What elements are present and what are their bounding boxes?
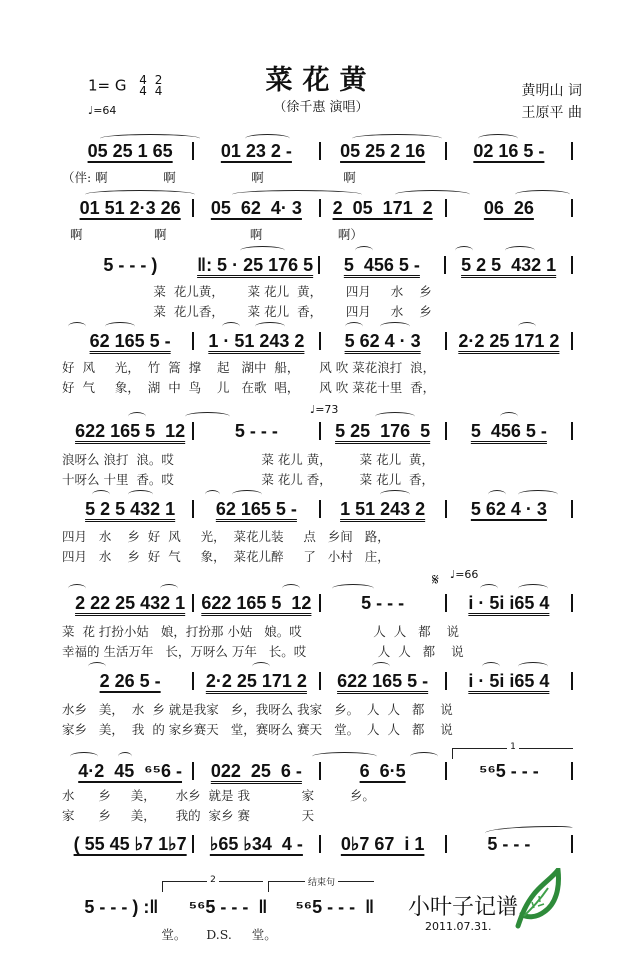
measure: 622 165 5 12 [201, 592, 312, 613]
lyric-line: （伴: 啊 啊 啊 啊 [62, 170, 356, 185]
measure: ‖: 5 · 25 176 5 [197, 254, 314, 275]
leaf-logo-icon [512, 868, 562, 934]
score-system-5 [68, 420, 573, 442]
score-system-3 [68, 254, 573, 276]
measure: 2 26 5 - [99, 670, 161, 691]
measure: 4·2 45 ⁶⁵6 - [78, 760, 183, 781]
measure: 5 2 5 432 1 [461, 254, 557, 275]
lyric-line: 水乡 美， 水 乡 就是我家 乡，我呀么 我家 乡。 人 人 都 说 [62, 702, 453, 717]
measure: ⁵⁶5 - - - ‖ [188, 896, 268, 917]
score-system-6 [68, 498, 573, 520]
measure: 62 165 5 - [89, 330, 171, 351]
measure: 01 23 2 - [220, 140, 292, 161]
measure: 5 456 5 - [343, 254, 420, 275]
measure: 01 51 2·3 26 [79, 197, 181, 218]
measure: 02 16 5 - [473, 140, 545, 161]
volta-bracket-1: 1 [452, 748, 573, 759]
measure: 6 6·5 [359, 760, 406, 781]
measure: 622 165 5 12 [75, 420, 186, 441]
performer-subtitle: （徐千惠 演唱） [273, 100, 369, 115]
lyricist-credit: 黄明山 词 [521, 83, 582, 99]
measure: 2 05 171 2 [332, 197, 433, 218]
time-signature-1: 4 4 [139, 73, 147, 98]
measure: 622 165 5 - [337, 670, 429, 691]
measure: i · 5i i65 4 [468, 670, 550, 691]
measure: i · 5i i65 4 [468, 592, 550, 613]
measure: ⁵⁶5 - - - ‖ [295, 896, 375, 917]
lyric-line: 好 气 象， 湖 中 鸟 儿 在歌 唱， 风 吹 菜花十里 香， [62, 380, 436, 395]
measure: 022 25 6 - [210, 760, 302, 781]
key-signature [88, 75, 162, 97]
lyric-line: 十呀么 十里 香。哎 菜 花儿 香， 菜 花儿 香， [62, 472, 435, 487]
measure: 2·2 25 171 2 [205, 670, 307, 691]
measure: ⁵⁶5 - - - [479, 760, 539, 781]
measure: ( 55 45 ♭7 1♭7 [73, 833, 187, 854]
measure: 1 · 51 243 2 [208, 330, 305, 351]
segno-icon: 𝄋 [432, 570, 439, 589]
volta-bracket-2: 2 [162, 881, 263, 892]
score-system-10 [68, 833, 573, 855]
measure: 05 25 2 16 [340, 140, 426, 161]
song-title: 菜花黄 [265, 65, 377, 96]
score-system-1 [68, 140, 573, 162]
lyric-line: 好 风 光， 竹 篙 撑 起 湖中 船， 风 吹 菜花浪打 浪， [62, 360, 436, 375]
lyric-line: 菜 花 打扮小姑 娘，打扮那 小姑 娘。哎 人 人 都 说 [62, 624, 460, 639]
measure: 1 51 243 2 [340, 498, 426, 519]
score-system-8 [68, 670, 573, 692]
score-system-11 [68, 896, 388, 918]
measure: 5 62 4 · 3 [470, 498, 547, 519]
measure: 2 22 25 432 1 [75, 592, 186, 613]
quarter-note-icon: ♩ [450, 568, 456, 581]
measure: 05 62 4· 3 [210, 197, 302, 218]
measure: 5 - - - [487, 833, 531, 854]
tempo-change: ♩=66 [450, 568, 479, 581]
measure: 2·2 25 171 2 [458, 330, 560, 351]
measure: 5 - - - [361, 592, 405, 613]
measure: 0♭7 67 i 1 [340, 833, 425, 854]
measure: 5 - - - [234, 420, 278, 441]
measure: 5 2 5 432 1 [85, 498, 176, 519]
measure: 5 456 5 - [470, 420, 547, 441]
measure: 06 26 [483, 197, 534, 218]
measure: 5 - - - ) [103, 254, 158, 275]
lyric-line: 四月 水 乡 好 风 光， 菜花儿装 点 乡间 路， [62, 529, 390, 544]
measure: 62 165 5 - [215, 498, 297, 519]
quarter-note-icon: ♩ [310, 403, 316, 416]
tempo-change: ♩=73 [310, 403, 339, 416]
measure: 5 - - - ) :‖ [84, 896, 159, 917]
score-system-9 [68, 760, 573, 782]
score-system-4 [68, 330, 573, 352]
key-label: 1= G [88, 76, 127, 95]
lyric-line: 幸福的 生活万年 长，万呀么 万年 长。哎 人 人 都 说 [62, 644, 464, 659]
lyric-line: 菜 花儿香， 菜 花儿 香， 四月 水 乡 [62, 304, 432, 319]
transcription-date: 2011.07.31. [425, 920, 492, 933]
composer-credit: 王原平 曲 [521, 105, 582, 121]
lyric-line: 啊 啊 啊 啊） [62, 227, 363, 242]
quarter-note-icon: ♩ [88, 104, 94, 117]
transcriber-signature: 小叶子记谱 [408, 895, 519, 920]
lyric-line: 家 乡 美， 我的 家乡 赛 天 [62, 808, 315, 823]
lyric-line: 菜 花儿黄， 菜 花儿 黄， 四月 水 乡 [62, 284, 432, 299]
lyric-line: 浪呀么 浪打 浪。哎 菜 花儿 黄， 菜 花儿 黄， [62, 452, 435, 467]
tempo-marking: ♩=64 [88, 104, 117, 117]
measure: 5 62 4 · 3 [344, 330, 421, 351]
measure: ♭65 ♭34 4 - [209, 833, 303, 854]
score-system-2 [68, 197, 573, 219]
lyric-line: 四月 水 乡 好 气 象， 菜花儿醉 了 小村 庄， [62, 549, 390, 564]
time-signature-2: 2 4 [154, 73, 163, 98]
lyric-line: 水 乡 美， 水乡 就是 我 家 乡。 [62, 788, 375, 803]
measure: 05 25 1 65 [87, 140, 173, 161]
lyric-line: 家乡 美， 我 的 家乡赛天 堂，赛呀么 赛天 堂。 人 人 都 说 [62, 722, 453, 737]
ending-bracket: 结束句 [268, 881, 374, 892]
score-system-7 [68, 592, 573, 614]
measure: 5 25 176 5 [335, 420, 431, 441]
lyric-line: 堂。 D.S. 堂。 [62, 927, 277, 942]
